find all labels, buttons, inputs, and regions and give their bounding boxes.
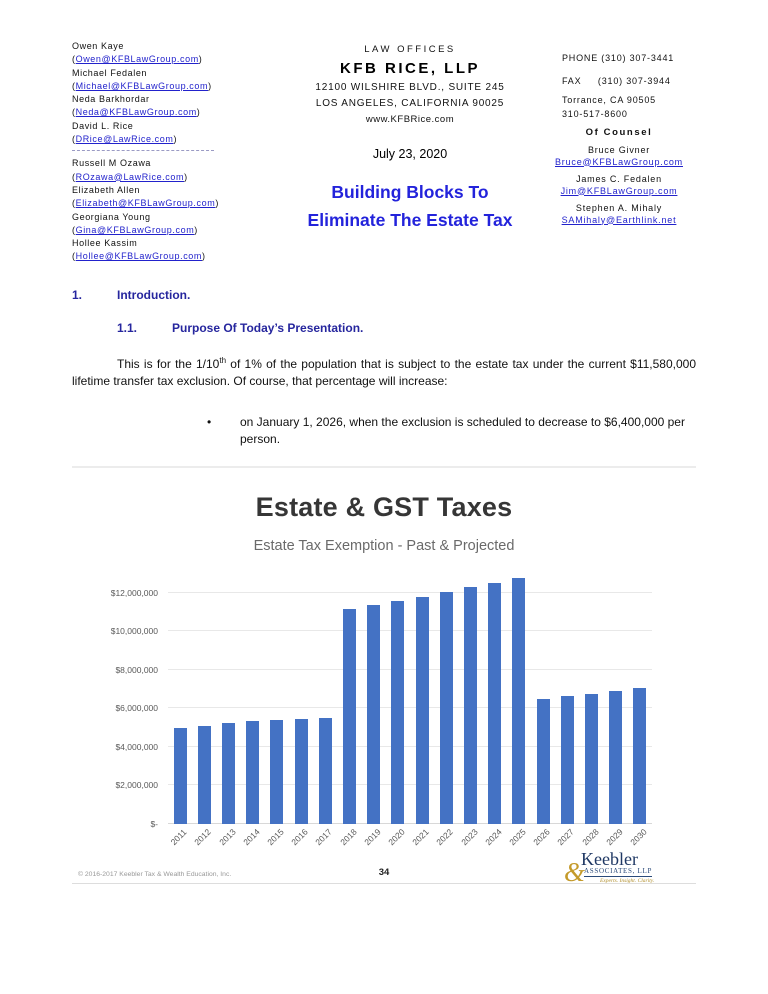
- counsel-entry: [530, 145, 708, 168]
- attorney-email-link[interactable]: Elizabeth@KFBLawGroup.com: [75, 198, 216, 209]
- document-title-line2: Eliminate The Estate Tax: [307, 210, 513, 230]
- bar-2026: [537, 699, 550, 824]
- attorney-email-row: (Neda@KFBLawGroup.com): [72, 107, 201, 118]
- attorney-name: Neda Barkhordar: [72, 94, 150, 105]
- of-counsel-heading: Of Counsel: [585, 127, 653, 138]
- counsel-email-link[interactable]: Jim@KFBLawGroup.com: [560, 185, 678, 196]
- bar-2023: [464, 587, 477, 824]
- bar-2027: [561, 696, 574, 824]
- x-tick-label: 2021: [410, 826, 431, 847]
- keebler-logo: [548, 848, 700, 889]
- keebler-logo-name: Keebler: [581, 848, 638, 869]
- bar-2013: [222, 723, 235, 824]
- keebler-logo-tagline: Experts. Insight. Clarity.: [600, 877, 655, 884]
- bullet-item: [72, 414, 696, 449]
- attorney-list: [72, 40, 290, 264]
- page-number: 34: [378, 866, 390, 878]
- x-tick-label: 2022: [434, 826, 456, 847]
- y-tick-label: $8,000,000: [115, 664, 158, 675]
- bullet-text: on January 1, 2026, when the exclusion is scheduled to decrease to $6,400,000 per person.: [240, 414, 685, 447]
- x-tick-label: 2020: [386, 826, 407, 847]
- attorney-email-link[interactable]: Neda@KFBLawGroup.com: [75, 107, 197, 118]
- chart-x-axis: [168, 824, 652, 854]
- bar-2014: [246, 721, 259, 824]
- bar-2020: [391, 601, 404, 824]
- attorney-email-link[interactable]: ROzawa@LawRice.com: [75, 171, 185, 182]
- attorney-name: Owen Kaye: [72, 41, 124, 51]
- attorney-email-link[interactable]: Gina@KFBLawGroup.com: [75, 224, 195, 235]
- bar-2029: [609, 691, 622, 824]
- subsection-title: Purpose Of Today’s Presentation.: [172, 320, 364, 335]
- y-tick-label: $10,000,000: [110, 626, 158, 637]
- y-tick-label: $4,000,000: [115, 741, 158, 752]
- bar-2024: [488, 583, 501, 824]
- y-tick-label: $2,000,000: [115, 780, 158, 791]
- counsel-name: James C. Fedalen: [576, 174, 662, 184]
- chart-y-axis: [88, 574, 168, 829]
- x-tick-label: 2019: [361, 826, 383, 847]
- attorney-name: Michael Fedalen: [72, 67, 148, 78]
- attorney-name: Hollee Kassim: [72, 238, 138, 249]
- attorney-email-row: (Hollee@KFBLawGroup.com): [72, 251, 206, 262]
- counsel-name: Bruce Givner: [587, 145, 651, 155]
- document-body: [72, 288, 696, 449]
- slide-title: Estate & GST Taxes: [255, 491, 513, 522]
- attorney-name: Elizabeth Allen: [72, 184, 141, 195]
- attorney-email-link[interactable]: Michael@KFBLawGroup.com: [75, 80, 209, 91]
- firm-address-line1: 12100 WILSHIRE BLVD., SUITE 245: [315, 82, 505, 93]
- x-tick-label: 2030: [628, 826, 649, 847]
- document-title: [290, 178, 530, 234]
- phone2-line: 310-517-8600: [562, 109, 628, 119]
- bar-2022: [440, 592, 453, 824]
- subsection-heading-purpose: [72, 321, 696, 335]
- document-title-line1: Building Blocks To: [331, 182, 489, 202]
- section-title: Introduction.: [117, 287, 191, 302]
- chart-plot-area: [168, 574, 652, 824]
- attorney-name: Russell M Ozawa: [72, 158, 152, 169]
- bar-2012: [198, 726, 211, 824]
- counsel-email-link[interactable]: Bruce@KFBLawGroup.com: [555, 156, 683, 167]
- y-tick-label: $6,000,000: [115, 703, 158, 714]
- keebler-ampersand-icon: &: [564, 856, 586, 887]
- x-tick-label: 2029: [604, 826, 625, 847]
- attorney-email-row: (ROzawa@LawRice.com): [72, 171, 188, 182]
- bars-container: [168, 574, 652, 824]
- counsel-entry: [530, 174, 708, 197]
- copyright-text: © 2016-2017 Keebler Tax & Wealth Education, Inc.: [78, 870, 232, 878]
- y-tick-label: $12,000,000: [110, 587, 158, 598]
- firm-block: [290, 40, 530, 264]
- contact-block: [530, 52, 708, 120]
- attorney-email-link[interactable]: DRice@LawRice.com: [75, 134, 174, 145]
- attorney-email-row: (Owen@KFBLawGroup.com): [72, 54, 203, 65]
- fax-line: FAX (310) 307-3944: [562, 76, 671, 86]
- attorney-email-row: (Michael@KFBLawGroup.com): [72, 80, 212, 91]
- x-tick-label: 2027: [555, 826, 577, 847]
- bar-2025: [512, 578, 525, 824]
- x-tick-label: 2018: [337, 826, 359, 847]
- x-tick-label: 2023: [458, 826, 480, 847]
- bar-2015: [270, 720, 283, 824]
- section-heading-introduction: [72, 288, 696, 302]
- counsel-name: Stephen A. Mihaly: [575, 203, 663, 213]
- firm-website: www.KFBRice.com: [365, 114, 455, 125]
- letterhead: [72, 40, 696, 264]
- x-tick-label: 2017: [313, 826, 335, 847]
- chart-title: Estate Tax Exemption - Past & Projected: [253, 537, 515, 554]
- exemption-bar-chart: [88, 574, 680, 854]
- bar-2028: [585, 694, 598, 824]
- phone-line: PHONE (310) 307-3441: [562, 53, 675, 63]
- attorney-email-row: (Elizabeth@KFBLawGroup.com): [72, 198, 219, 209]
- city-line: Torrance, CA 90505: [562, 95, 656, 105]
- bullet-marker: •: [207, 414, 212, 429]
- x-tick-label: 2024: [482, 826, 504, 847]
- attorney-name: David L. Rice: [72, 120, 134, 131]
- firm-tagline: LAW OFFICES: [364, 44, 456, 55]
- y-tick-label: $-: [150, 818, 158, 829]
- x-tick-label: 2014: [240, 826, 262, 847]
- attorney-email-link[interactable]: Owen@KFBLawGroup.com: [75, 54, 199, 65]
- contact-column: [530, 40, 708, 264]
- bar-2017: [319, 718, 332, 824]
- x-tick-label: 2026: [531, 826, 552, 847]
- keebler-logo-sub: ASSOCIATES, LLP: [584, 866, 653, 875]
- attorney-email-row: (DRice@LawRice.com): [72, 134, 178, 145]
- x-tick-label: 2012: [192, 826, 214, 847]
- attorney-name: Georgiana Young: [72, 211, 151, 222]
- attorney-email-link[interactable]: Hollee@KFBLawGroup.com: [75, 251, 202, 262]
- firm-name: KFB RICE, LLP: [340, 60, 480, 77]
- bar-2018: [343, 609, 356, 824]
- x-tick-label: 2028: [579, 826, 601, 847]
- bar-2019: [367, 605, 380, 824]
- document-date: July 23, 2020: [372, 147, 448, 161]
- subsection-number: 1.1.: [117, 320, 138, 335]
- section-number: 1.: [72, 287, 83, 302]
- counsel-entry: [530, 203, 708, 226]
- bar-2030: [633, 688, 646, 824]
- attorney-list-divider: [72, 150, 214, 151]
- x-tick-label: 2011: [168, 826, 189, 847]
- x-tick-label: 2015: [265, 826, 286, 847]
- x-tick-label: 2025: [507, 826, 528, 847]
- bar-2016: [295, 719, 308, 824]
- x-tick-label: 2016: [289, 826, 310, 847]
- intro-paragraph: This is for the 1/10th of 1% of the population that is subject to the estate tax under the current $11,580,000 lifetime transfer tax exclusion. Of course, that percentage will increase:: [72, 355, 697, 389]
- attorney-email-row: (Gina@KFBLawGroup.com): [72, 224, 198, 235]
- bar-2021: [416, 597, 429, 824]
- counsel-email-link[interactable]: SAMihaly@Earthlink.net: [561, 214, 677, 225]
- firm-address-line2: LOS ANGELES, CALIFORNIA 90025: [315, 98, 505, 109]
- x-tick-label: 2013: [216, 826, 238, 847]
- bar-2011: [174, 728, 187, 824]
- embedded-slide: [72, 466, 696, 887]
- superscript-th: th: [219, 355, 227, 365]
- chart-plot-wrap: [168, 574, 652, 854]
- slide-footer: [72, 848, 696, 887]
